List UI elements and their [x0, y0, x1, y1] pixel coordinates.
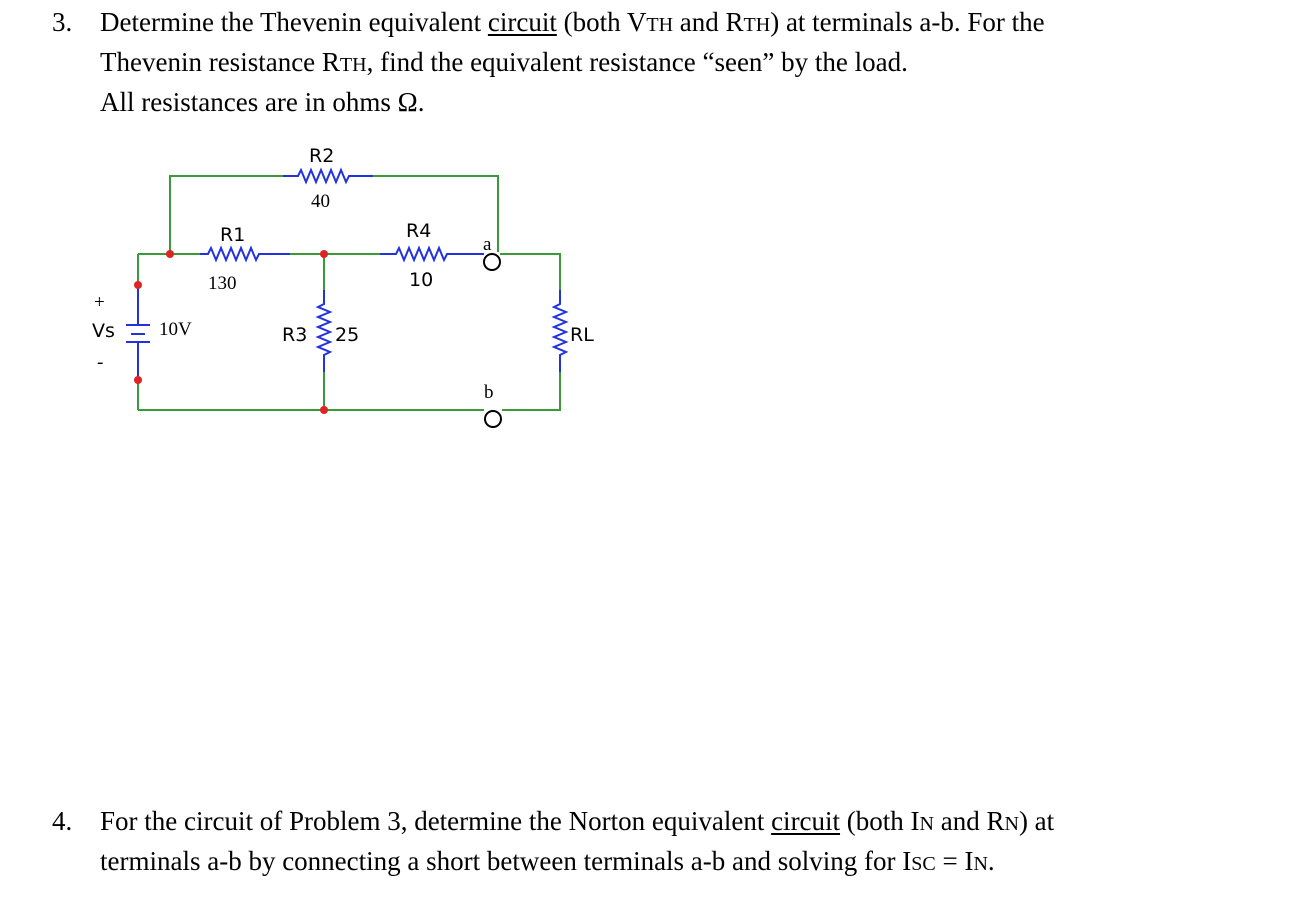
problem-4-line-1: For the circuit of Problem 3, determine the Norton equivalent circuit (both IN and RN) at	[100, 806, 1055, 836]
resistors	[126, 170, 566, 380]
r3-name: R3	[282, 324, 308, 346]
r2-resistor	[283, 170, 373, 182]
node-bottom	[320, 406, 328, 414]
vs-plus: +	[94, 292, 105, 313]
problem-4	[52, 803, 1282, 883]
problem-3-line-2: Thevenin resistance RTH, find the equivalent resistance “seen” by the load.	[100, 47, 908, 77]
problem-3-line-3: All resistances are in ohms Ω.	[100, 87, 425, 117]
circuit-underlined: circuit	[771, 806, 841, 836]
problem-4-number: 4.	[52, 806, 73, 836]
r4-name: R4	[406, 220, 432, 242]
problem-3-line-1: Determine the Thevenin equivalent circuit (both VTH and RTH) at terminals a-b. For the	[100, 7, 1045, 37]
wire-rl-bottom	[502, 372, 560, 410]
wire-rl-top	[500, 254, 560, 290]
node-mid	[320, 250, 328, 258]
vs-minus: -	[97, 352, 104, 373]
vs-value: 10V	[159, 319, 192, 340]
r2-value: 40	[311, 191, 330, 212]
r3-resistor	[318, 290, 330, 372]
r3-value: 25	[335, 324, 360, 346]
node-vs-bottom	[134, 376, 142, 384]
r1-resistor	[200, 248, 290, 260]
node-left	[166, 250, 174, 258]
rl-name: RL	[570, 324, 594, 346]
rl-resistor	[554, 290, 566, 372]
wire-r2-right	[373, 176, 498, 252]
r1-value: 130	[208, 273, 237, 294]
vs-name: Vs	[92, 320, 115, 342]
terminal-a-circle	[484, 254, 500, 270]
terminal-b-circle	[485, 411, 501, 427]
problem-4-text	[100, 803, 1282, 883]
r4-value: 10	[409, 269, 434, 291]
problem-3-number: 3.	[52, 7, 73, 37]
r1-name: R1	[220, 224, 246, 246]
node-vs-top	[134, 281, 142, 289]
terminal-a-label: a	[483, 234, 492, 255]
circuit-underlined: circuit	[487, 7, 557, 37]
r2-name: R2	[309, 145, 335, 167]
wires	[138, 176, 560, 410]
terminal-b-label: b	[484, 382, 494, 403]
r4-resistor	[380, 248, 484, 260]
problem-4-line-2: terminals a-b by connecting a short between terminals a-b and solving for ISC = IN.	[100, 846, 995, 876]
